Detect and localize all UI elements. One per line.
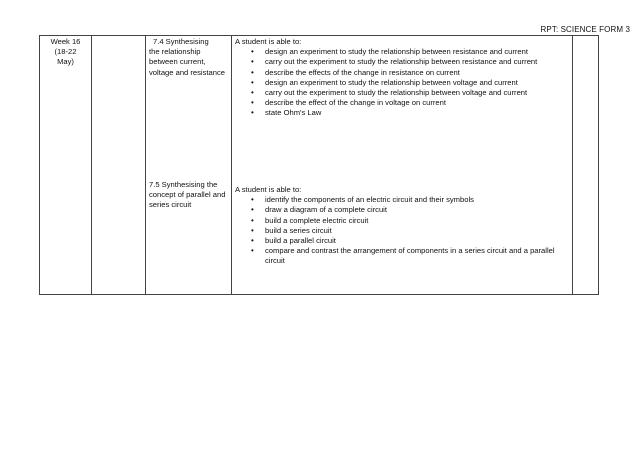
- week-cell: [40, 36, 92, 295]
- scheme-of-work-table: [39, 35, 599, 295]
- learning-outcomes-cell: [232, 36, 573, 295]
- outcomes-list: [235, 195, 569, 266]
- week-date-range: (18-22 May): [54, 47, 77, 67]
- list-item: • build a series circuit: [265, 226, 569, 236]
- learning-standard-7-4: [149, 37, 228, 180]
- table-row: [40, 36, 599, 295]
- list-item: • design an experiment to study the relationship between resistance and current: [265, 47, 569, 57]
- outcomes-list: [235, 47, 569, 118]
- standard-code: 7.4 Synthesising: [153, 37, 209, 46]
- list-item: • design an experiment to study the relationship between voltage and current: [265, 78, 569, 88]
- empty-cell: [573, 36, 599, 295]
- outcomes-intro: A student is able to:: [235, 37, 302, 46]
- list-item: • describe the effects of the change in resistance on current: [265, 68, 569, 78]
- list-item: • draw a diagram of a complete circuit: [265, 205, 569, 215]
- learning-standard-cell: [146, 36, 232, 295]
- empty-cell: [92, 36, 146, 295]
- list-item: • carry out the experiment to study the relationship between resistance and current: [265, 57, 569, 67]
- outcomes-block-7-4: [235, 37, 569, 185]
- standard-code: 7.5 Synthesising the: [149, 180, 218, 189]
- outcomes-block-7-5: [235, 185, 569, 267]
- standard-text: the relationship between current, voltage and resistance: [149, 47, 225, 77]
- list-item: • carry out the experiment to study the relationship between voltage and current: [265, 88, 569, 98]
- week-label: Week 16: [50, 37, 81, 46]
- list-item: • identify the components of an electric circuit and their symbols: [265, 195, 569, 205]
- standard-text: concept of parallel and series circuit: [149, 190, 226, 210]
- list-item: • compare and contrast the arrangement of components in a series circuit and a parallel circuit: [265, 246, 569, 266]
- page-header: RPT: SCIENCE FORM 3: [540, 25, 630, 34]
- list-item: • state Ohm's Law: [265, 108, 569, 118]
- list-item: • build a complete electric circuit: [265, 216, 569, 226]
- list-item: • describe the effect of the change in voltage on current: [265, 98, 569, 108]
- learning-standard-7-5: [149, 180, 228, 211]
- outcomes-intro: A student is able to:: [235, 185, 302, 194]
- list-item: • build a parallel circuit: [265, 236, 569, 246]
